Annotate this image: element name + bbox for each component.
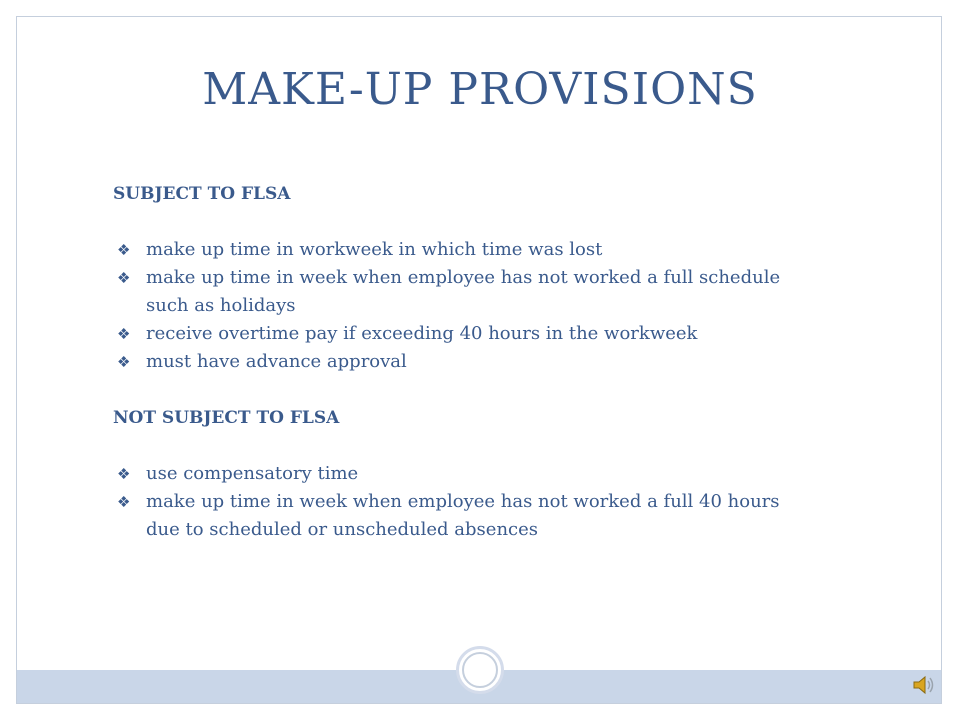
bullet-item: [113, 348, 813, 376]
diamond-bullet-icon: ❖: [117, 269, 131, 287]
diamond-bullet-icon: ❖: [117, 241, 131, 259]
diamond-bullet-icon: ❖: [117, 353, 131, 371]
bullet-item: [113, 488, 813, 544]
slide-title: MAKE-UP PROVISIONS: [202, 64, 758, 115]
diamond-bullet-icon: ❖: [117, 493, 131, 511]
bullet-item: [113, 236, 813, 264]
bullet-item: [113, 320, 813, 348]
slide-nav-circle-icon[interactable]: [456, 646, 504, 694]
bullet-text: make up time in week when employee has not worked a full schedule such as holidays: [146, 267, 781, 316]
slide-content: [113, 180, 813, 544]
diamond-bullet-icon: ❖: [117, 325, 131, 343]
bullet-item: [113, 264, 813, 320]
bullet-text: must have advance approval: [146, 351, 407, 372]
bullet-text: use compensatory time: [146, 463, 359, 484]
bullet-text: make up time in week when employee has not worked a full 40 hours due to scheduled or unscheduled absences: [146, 491, 780, 540]
bullet-text: make up time in workweek in which time was lost: [146, 239, 603, 260]
bullet-item: [113, 460, 813, 488]
section-heading-subject: SUBJECT TO FLSA: [113, 184, 291, 204]
diamond-bullet-icon: ❖: [117, 465, 131, 483]
speaker-icon[interactable]: [912, 674, 936, 696]
section-heading-not-subject: NOT SUBJECT TO FLSA: [113, 408, 340, 428]
bullet-text: receive overtime pay if exceeding 40 hours in the workweek: [146, 323, 698, 344]
